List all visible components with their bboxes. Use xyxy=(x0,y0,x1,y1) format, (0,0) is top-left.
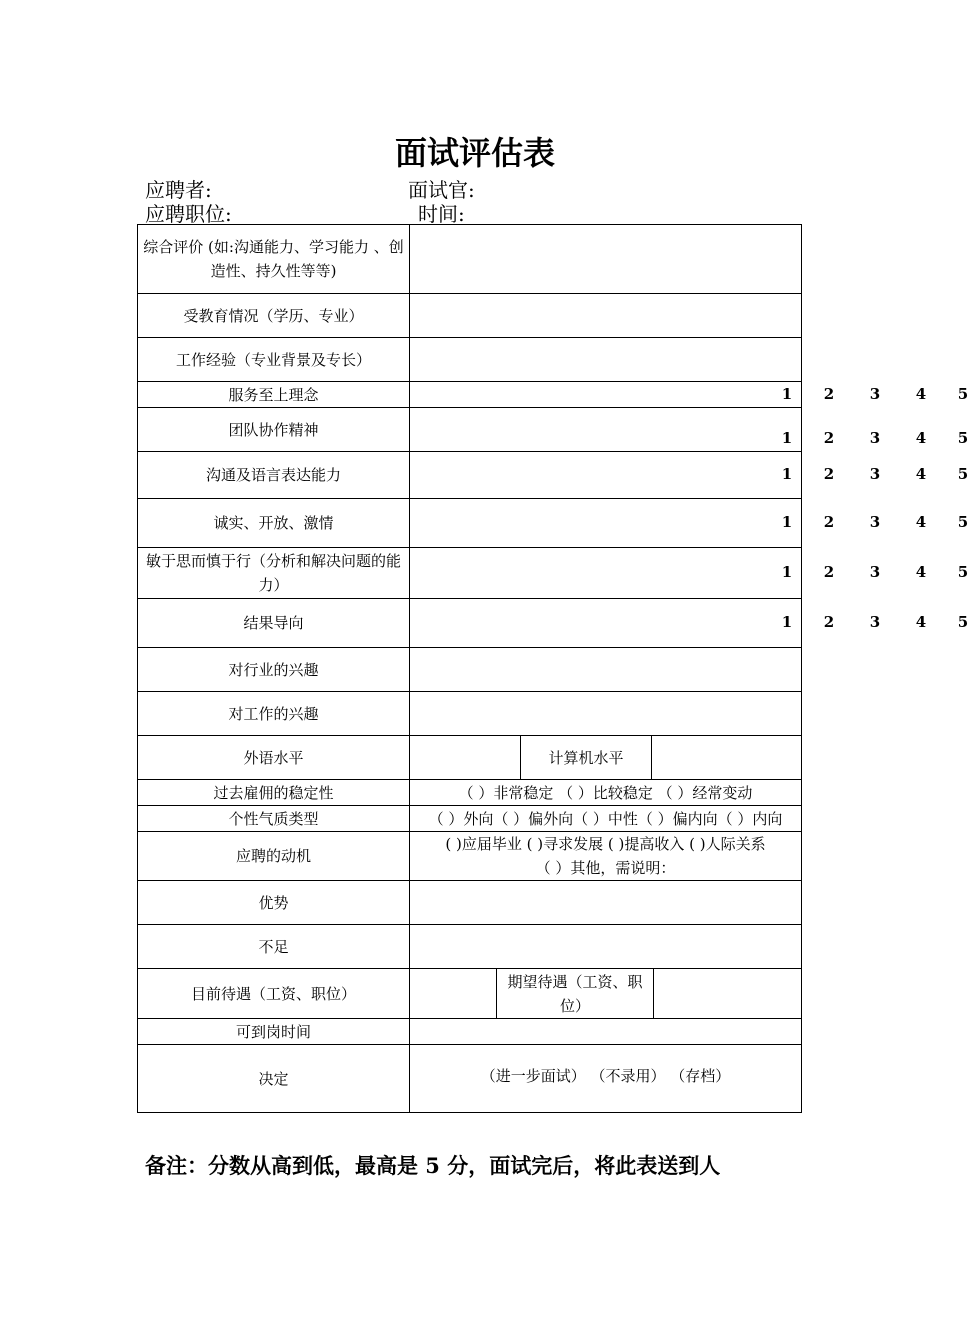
score-option-3[interactable]: 3 xyxy=(869,513,881,531)
score-option-1[interactable]: 1 xyxy=(781,513,793,531)
score-option-4[interactable]: 4 xyxy=(915,429,927,447)
table-row xyxy=(138,338,802,382)
table-row xyxy=(138,382,802,408)
score-option-3[interactable]: 3 xyxy=(869,563,881,581)
table-row xyxy=(138,599,802,648)
score-option-1[interactable]: 1 xyxy=(781,384,793,403)
score-option-2[interactable]: 2 xyxy=(823,429,835,447)
table-row xyxy=(138,780,802,806)
work-interest-label: 对工作的兴趣 xyxy=(138,692,410,736)
communication-score[interactable] xyxy=(410,452,969,499)
position-label: 应聘职位: xyxy=(145,202,232,226)
table-row xyxy=(138,736,802,780)
current-pay-label: 目前待遇（工资、职位） xyxy=(138,969,410,1019)
overall-input[interactable] xyxy=(410,225,802,294)
score-option-5[interactable]: 5 xyxy=(957,429,969,447)
score-option-5[interactable]: 5 xyxy=(957,563,969,581)
score-option-3[interactable]: 3 xyxy=(869,613,881,631)
strengths-label: 优势 xyxy=(138,881,410,925)
table-row xyxy=(138,648,802,692)
current-pay-input[interactable] xyxy=(410,969,497,1019)
honesty-label: 诚实、开放、激情 xyxy=(138,499,410,548)
motivation-line-2: （ ）其他，需说明： xyxy=(535,859,676,877)
personality-label: 个性气质类型 xyxy=(138,806,410,832)
personality-options[interactable]: （ ）外向（ ）偏外向（ ）中性（ ）偏内向（ ）内向 xyxy=(410,806,802,832)
table-row xyxy=(138,925,802,969)
score-option-1[interactable]: 1 xyxy=(781,563,793,581)
honesty-score[interactable] xyxy=(410,499,969,548)
motivation-label: 应聘的动机 xyxy=(138,832,410,881)
overall-label: 综合评价 (如:沟通能力、学习能力 、创造性、持久性等等) xyxy=(138,225,410,294)
thinking-score[interactable] xyxy=(410,548,969,599)
results-score[interactable] xyxy=(410,599,969,648)
expected-pay-label: 期望待遇（工资、职位） xyxy=(497,969,654,1019)
score-option-5[interactable]: 5 xyxy=(957,613,969,631)
industry-interest-label: 对行业的兴趣 xyxy=(138,648,410,692)
score-option-2[interactable]: 2 xyxy=(823,465,835,483)
availability-label: 可到岗时间 xyxy=(138,1019,410,1045)
footer-note: 备注：分数从高到低，最高是 5 分，面试完后，将此表送到人 xyxy=(145,1153,721,1178)
expected-pay-input[interactable] xyxy=(654,969,802,1019)
table-row xyxy=(138,225,802,294)
communication-label: 沟通及语言表达能力 xyxy=(138,452,410,499)
score-option-3[interactable]: 3 xyxy=(869,429,881,447)
experience-input[interactable] xyxy=(410,338,802,382)
foreign-language-input[interactable] xyxy=(410,736,521,780)
score-option-2[interactable]: 2 xyxy=(823,513,835,531)
score-option-2[interactable]: 2 xyxy=(823,563,835,581)
teamwork-score[interactable] xyxy=(410,408,969,452)
table-row xyxy=(138,548,802,599)
table-row xyxy=(138,832,802,881)
table-row xyxy=(138,1045,802,1113)
availability-input[interactable] xyxy=(410,1019,802,1045)
table-row xyxy=(138,692,802,736)
stability-label: 过去雇佣的稳定性 xyxy=(138,780,410,806)
applicant-label: 应聘者: xyxy=(145,178,212,202)
page-title: 面试评估表 xyxy=(394,134,555,172)
motivation-line-1: ( )应届毕业 ( )寻求发展 ( )提高收入 ( )人际关系 xyxy=(445,835,766,853)
table-row xyxy=(138,1019,802,1045)
industry-interest-input[interactable] xyxy=(410,648,802,692)
score-option-4[interactable]: 4 xyxy=(915,384,927,403)
strengths-input[interactable] xyxy=(410,881,802,925)
work-interest-input[interactable] xyxy=(410,692,802,736)
table-row xyxy=(138,408,802,452)
decision-options[interactable]: （进一步面试） （不录用） （存档） xyxy=(410,1045,802,1113)
score-option-4[interactable]: 4 xyxy=(915,465,927,483)
thinking-label: 敏于思而慎于行（分析和解决问题的能力） xyxy=(138,548,410,599)
score-option-1[interactable]: 1 xyxy=(781,429,793,447)
time-label: 时间: xyxy=(418,202,465,226)
score-option-1[interactable]: 1 xyxy=(781,613,793,631)
table-row xyxy=(138,294,802,338)
service-score[interactable] xyxy=(410,382,969,408)
table-row xyxy=(138,499,802,548)
table-row xyxy=(138,881,802,925)
weaknesses-label: 不足 xyxy=(138,925,410,969)
score-option-5[interactable]: 5 xyxy=(957,384,969,403)
table-row xyxy=(138,452,802,499)
computer-label: 计算机水平 xyxy=(521,736,652,780)
results-label: 结果导向 xyxy=(138,599,410,648)
score-option-3[interactable]: 3 xyxy=(869,465,881,483)
stability-options[interactable]: （ ）非常稳定 （ ）比较稳定 （ ）经常变动 xyxy=(410,780,802,806)
experience-label: 工作经验（专业背景及专长） xyxy=(138,338,410,382)
table-row xyxy=(138,969,802,1019)
score-option-3[interactable]: 3 xyxy=(869,384,881,403)
computer-input[interactable] xyxy=(652,736,802,780)
score-option-5[interactable]: 5 xyxy=(957,465,969,483)
score-option-4[interactable]: 4 xyxy=(915,513,927,531)
score-option-2[interactable]: 2 xyxy=(823,384,835,403)
education-input[interactable] xyxy=(410,294,802,338)
motivation-options[interactable] xyxy=(410,832,802,881)
score-option-2[interactable]: 2 xyxy=(823,613,835,631)
service-label: 服务至上理念 xyxy=(138,382,410,408)
weaknesses-input[interactable] xyxy=(410,925,802,969)
teamwork-label: 团队协作精神 xyxy=(138,408,410,452)
evaluation-table xyxy=(137,224,969,1113)
table-row xyxy=(138,806,802,832)
decision-label: 决定 xyxy=(138,1045,410,1113)
score-option-4[interactable]: 4 xyxy=(915,563,927,581)
score-option-5[interactable]: 5 xyxy=(957,513,969,531)
score-option-1[interactable]: 1 xyxy=(781,465,793,483)
interviewer-label: 面试官: xyxy=(408,178,475,202)
foreign-language-label: 外语水平 xyxy=(138,736,410,780)
education-label: 受教育情况（学历、专业） xyxy=(138,294,410,338)
score-option-4[interactable]: 4 xyxy=(915,613,927,631)
